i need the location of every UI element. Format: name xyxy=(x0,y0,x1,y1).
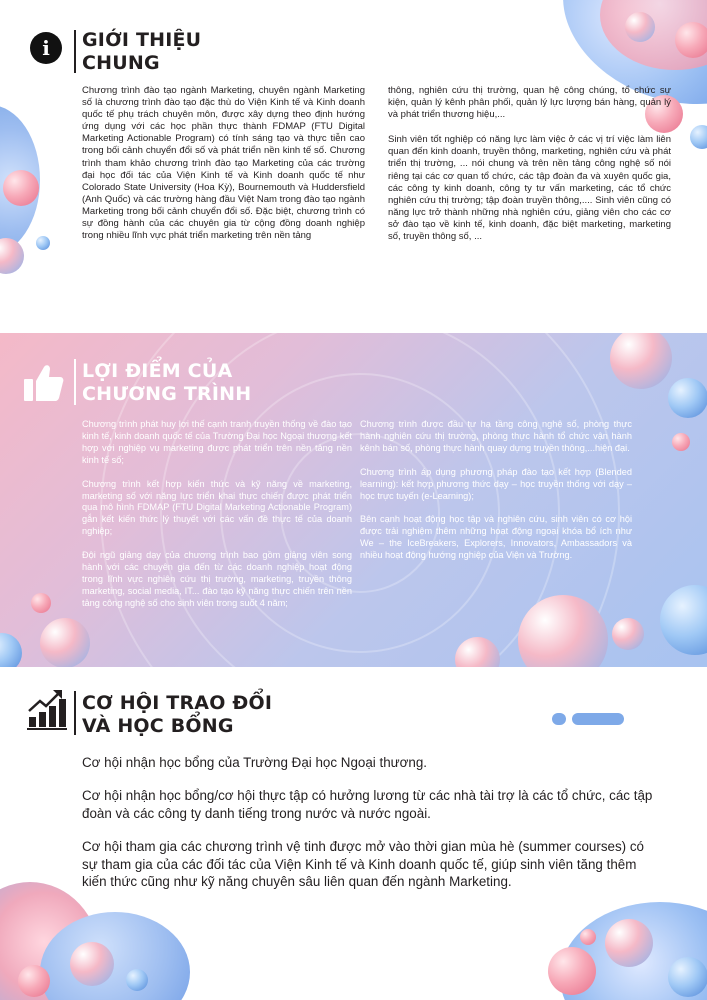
thumbs-up-icon xyxy=(22,361,66,405)
decor-bubble xyxy=(612,618,644,650)
decor-bubble xyxy=(3,170,39,206)
decor-bubble xyxy=(40,618,90,667)
info-icon: i xyxy=(30,32,62,64)
title-divider xyxy=(74,359,76,405)
decor-bubble xyxy=(0,238,24,274)
paragraph: thông, nghiên cứu thị trường, quan hệ công chúng, tổ chức sự kiện, quản lý kênh phân phối, quản lý lực lượng bán hàng, quản lý và phát triển thương hiệu,... xyxy=(388,85,671,121)
intro-right-column xyxy=(388,85,671,256)
section-title xyxy=(82,29,201,75)
advantages-section xyxy=(0,333,707,667)
paragraph: Cơ hội tham gia các chương trình vệ tinh được mở vào thời gian mùa hè (summer courses) có sự tham gia của các đối tác của Viện Kinh tế và Kinh doanh quốc tế, giúp sinh viên tăng thêm kiến thức cũng như kỹ năng chuyên sâu liên quan đến ngành Marketing. xyxy=(82,839,644,890)
decor-bubble xyxy=(675,22,707,58)
opportunities-section xyxy=(0,667,707,1000)
paragraph: Bên cạnh hoạt động học tập và nghiên cứu, sinh viên có cơ hội được trải nghiệm thêm những hoạt động ngoại khóa bổ ích như We – the IceBreakers, Explorers, Innovators, Ambassadors và nhiều hoạt động hướng nghiệp của Viện và Trường. xyxy=(360,514,632,561)
paragraph: Cơ hội nhận học bổng của Trường Đại học Ngoại thương. xyxy=(82,755,428,770)
intro-left-column xyxy=(82,85,365,255)
paragraph: Chương trình được đầu tư hạ tầng công nghệ số, phòng thực hành nghiên cứu thị trường, phòng thực hành tổ chức vận hành kênh bán số, phòng thực hành quay dựng truyền thông,...hiện đại. xyxy=(360,419,632,453)
title-line: LỢI ĐIỂM CỦA xyxy=(82,360,233,382)
paragraph: Chương trình phát huy lợi thế cạnh tranh truyền thống về đào tạo kinh tế, kinh doanh quốc tế của Trường Đại học Ngoại thương kết hợp với nghiệp vụ marketing được phát triển trên nền tảng nền kinh tế số; xyxy=(82,419,352,465)
decor-bubble xyxy=(0,633,22,667)
paragraph: Đội ngũ giảng dạy của chương trình bao gồm giảng viên song hành với các chuyên gia đến từ các doanh nghiệp hoạt động trong lĩnh vực nghiên cứu thị trường, marketing, truyền thông marketing, social media, IT... đào tạo kỹ năng thực chiến trên nền tảng công nghệ số cho sinh viên trong suốt 4 năm; xyxy=(82,550,352,608)
intro-section xyxy=(0,0,707,333)
decor-bubble xyxy=(36,236,50,250)
decor-bubble xyxy=(690,125,707,149)
section-title xyxy=(82,360,251,406)
decor-bubble xyxy=(18,965,50,997)
decor-bubble xyxy=(610,333,672,389)
decor-bubble xyxy=(660,585,707,655)
decor-bubble xyxy=(70,942,114,986)
title-divider xyxy=(74,30,76,73)
paragraph: Chương trình áp dụng phương pháp đào tạo kết hợp (Blended learning): kết hợp phương thức dạy – học truyền thống với dạy – học trực tuyến (e-Learning); xyxy=(360,466,632,501)
title-divider xyxy=(74,691,76,735)
section-title xyxy=(82,692,272,738)
title-line: GIỚI THIỆU xyxy=(82,29,202,51)
decor-bubble xyxy=(672,433,690,451)
decor-pill xyxy=(572,713,624,725)
advantages-left-column xyxy=(82,419,352,622)
decor-bubble xyxy=(668,378,707,418)
paragraph: Sinh viên tốt nghiệp có năng lực làm việc ở các vị trí việc làm liên quan đến kinh doanh, truyền thông, marketing, nghiên cứu và phát triển thị trường, ... nói chung và trên nền tảng công nghệ số nói riêng tại các cơ quan tổ chức, các tập đoàn đa và xuyên quốc gia, các công ty kinh doanh, công ty tư vấn marketing, các tổ chức nghiên cứu thị trường; tập đoàn truyền thông,.... Sinh viên cũng có năng lực trở thành những nhà nghiên cứu, giảng viên cho các cơ sở đào tạo về kinh tế, kinh doanh, đặc biệt marketing, marketing số, truyền thông số, ... xyxy=(388,134,671,243)
title-line: CHƯƠNG TRÌNH xyxy=(82,383,252,405)
paragraph: Cơ hội nhận học bổng/cơ hội thực tập có hưởng lương từ các nhà tài trợ là các tổ chức, các tập đoàn và các công ty danh tiếng trong nước và nước ngoài. xyxy=(82,788,653,821)
decor-bubble xyxy=(548,947,596,995)
decor-bubble xyxy=(31,593,51,613)
opportunities-text xyxy=(82,754,657,906)
decor-bubble xyxy=(605,919,653,967)
decor-pill xyxy=(552,713,566,725)
decor-bubble xyxy=(625,12,655,42)
paragraph: Chương trình đào tạo ngành Marketing, chuyên ngành Marketing số là chương trình đào tạo đặc thù do Viện Kinh tế và Kinh doanh quốc tế phụ trách chuyên môn, được xây dựng theo định hướng ứng dụng với các học phần thực thành FDMAP (FTU Digital Marketing Actionable Program) có tính sáng tạo và thực tiễn cao trong bối cảnh chuyển đổi số và phát triển nền kinh tế số. Chương trình tham khảo chương trình đào tạo Marketing của các trường đại học đối tác của Viện Kinh tế và Kinh doanh quốc tế như Colorado State University (Hoa Kỳ), Bournemouth và Huddersfield (Anh Quốc) và các trường hàng đầu Việt Nam trong đào tạo ngành Marketing trong bối cảnh chuyển đổi số. Đặc biệt, chương trình có sự đồng hành của các chuyên gia từ cộng đồng doanh nghiệp trong nhiều lĩnh vực phát triển marketing trên nền tảng xyxy=(82,85,365,242)
decor-bubble xyxy=(126,969,148,991)
growth-chart-icon xyxy=(26,687,68,731)
title-line: CƠ HỘI TRAO ĐỔI xyxy=(82,692,273,714)
title-line: CHUNG xyxy=(82,52,160,74)
decor-bubble xyxy=(668,957,707,997)
paragraph: Chương trình kết hợp kiến thức và kỹ năng về marketing, marketing số với năng lực triển khai thực chiến được phát triển qua mô hình FDMAP (FTU Digital Marketing Actionable Program) gắn kết kiến thức lý thuyết với các vấn đề thực tế của doanh nghiệp; xyxy=(82,478,352,537)
decor-bubble xyxy=(580,929,596,945)
advantages-right-column xyxy=(360,419,632,574)
title-line: VÀ HỌC BỔNG xyxy=(82,715,234,737)
